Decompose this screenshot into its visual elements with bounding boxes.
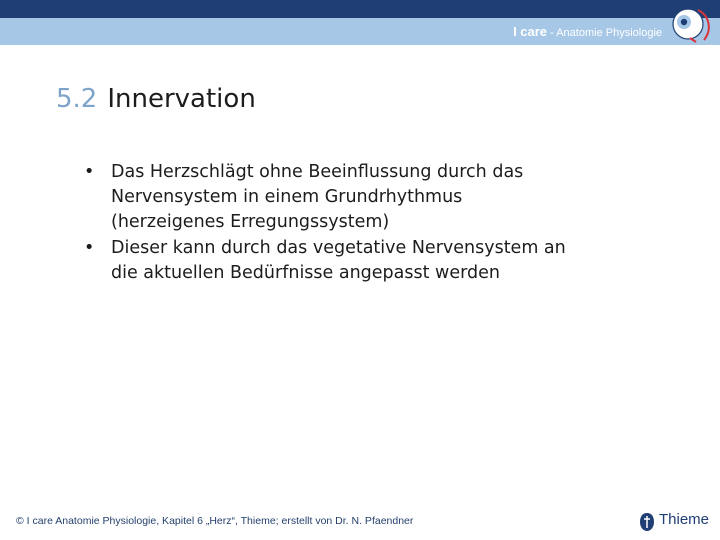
section-number: 5.2 — [56, 84, 98, 114]
bullet-line: Nervensystem in einem Grundrhythmus — [111, 187, 463, 207]
bullet-item — [84, 160, 684, 235]
bullet-line: Das Herzschlägt ohne Beeinflussung durch das — [111, 162, 524, 182]
bullet-line: (herzeigenes Erregungssystem) — [111, 212, 390, 232]
bullet-list — [84, 160, 684, 287]
bullet-line: die aktuellen Bedürfnisse angepasst werden — [111, 263, 500, 283]
bullet-item — [84, 236, 684, 286]
thieme-logo-icon — [638, 512, 656, 532]
section-title: Innervation — [107, 84, 256, 114]
slide-title — [56, 84, 256, 114]
brand-subtitle: - Anatomie Physiologie — [547, 27, 662, 39]
brand-main: I care — [513, 24, 548, 39]
bullet-marker: • — [84, 238, 95, 258]
eye-icon — [668, 6, 714, 46]
header-brand — [513, 24, 662, 39]
footer-copyright: © I care Anatomie Physiologie, Kapitel 6 „Herz“, Thieme; erstellt von Dr. N. Pfaendner — [16, 515, 414, 527]
publisher-name: Thieme — [659, 511, 710, 528]
header-bar-dark — [0, 0, 720, 18]
bullet-line: Dieser kann durch das vegetative Nervensystem an — [111, 238, 566, 258]
bullet-marker: • — [84, 162, 95, 182]
